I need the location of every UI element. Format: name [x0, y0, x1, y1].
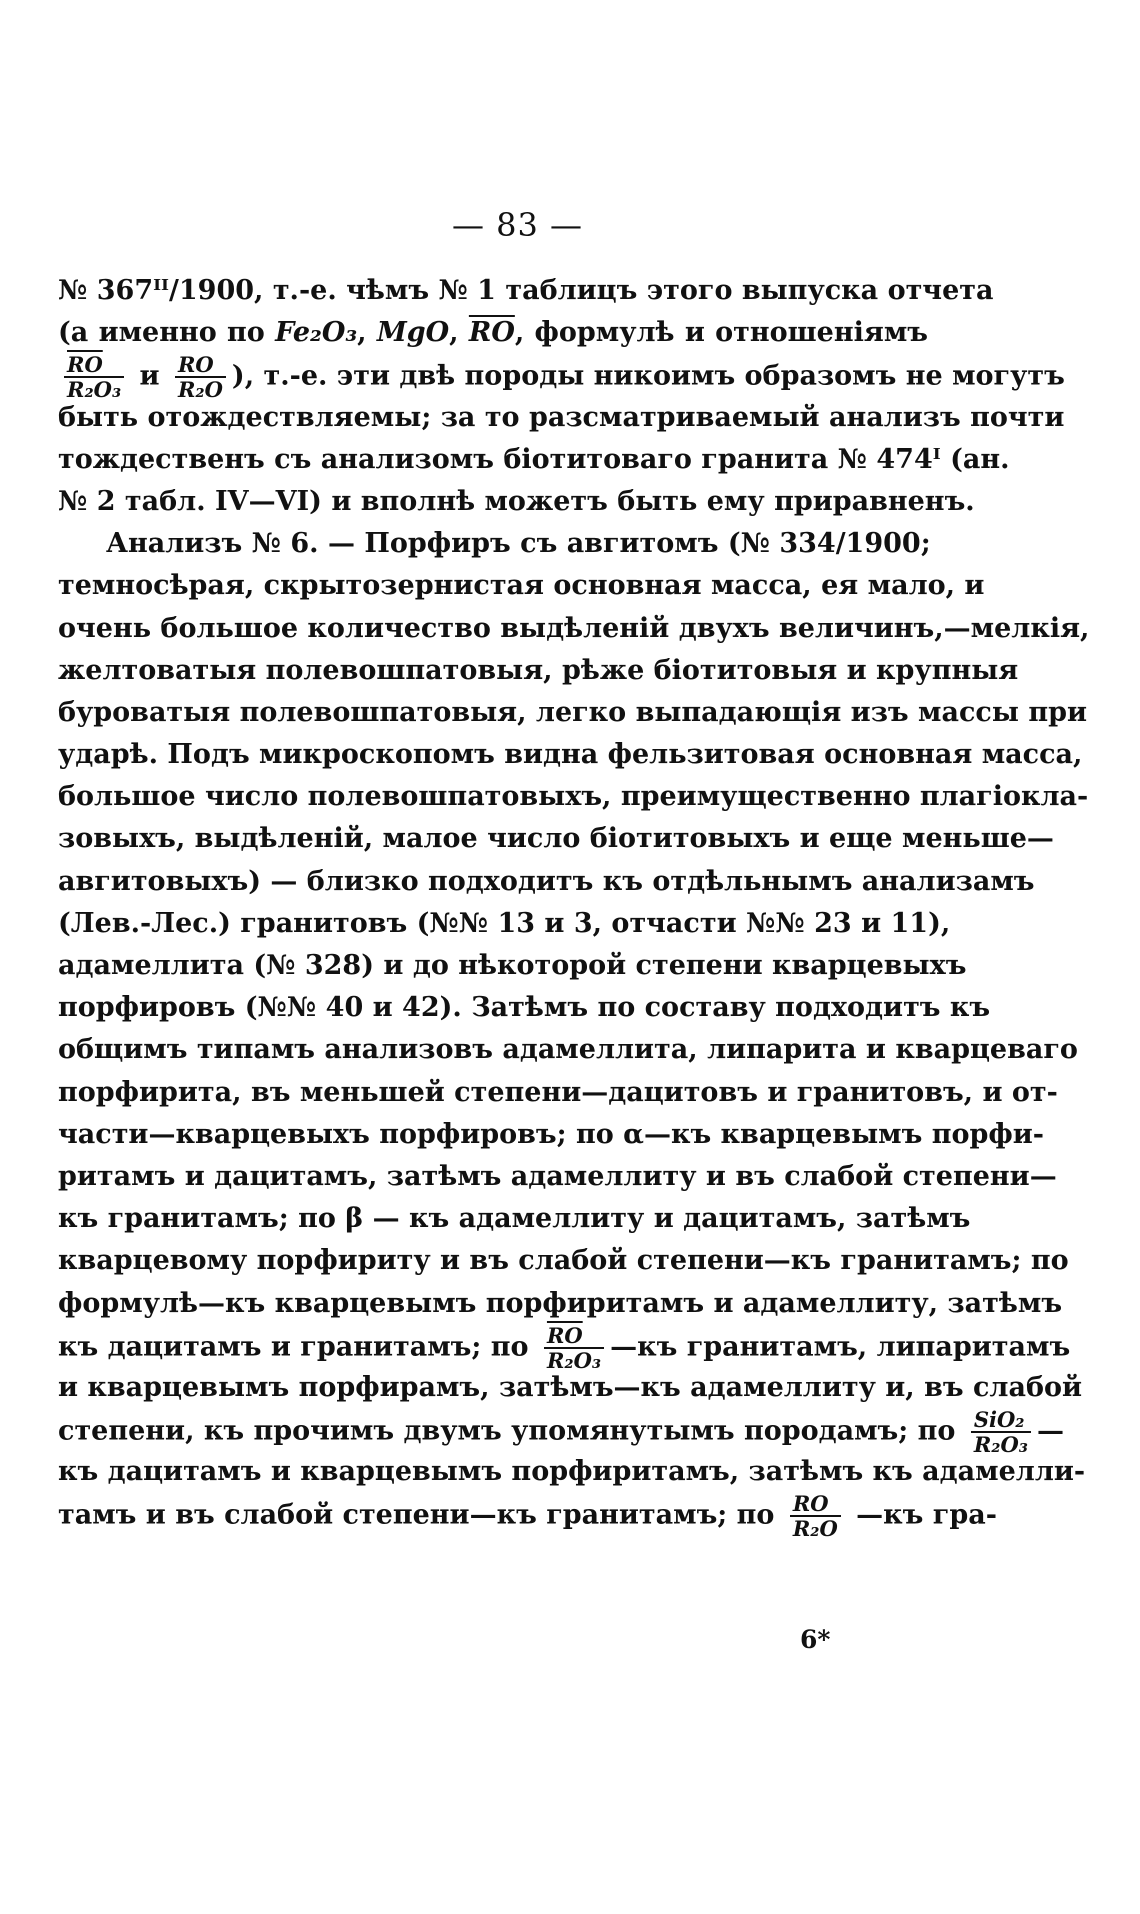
- formula-ro-overline: $\overline{RO}$: [468, 317, 515, 349]
- text-fragment: ,: [449, 317, 469, 349]
- text-line-fractions: [58, 352, 1065, 403]
- text-line: формулѣ—къ кварцевымъ порфиритамъ и адамеллиту, затѣмъ: [58, 1287, 1063, 1319]
- formula-fe2o3: Fe₂O₃: [275, 317, 358, 349]
- text-fragment: къ дацитамъ и гранитамъ; по: [58, 1331, 538, 1363]
- fraction-numerator: SiO₂: [971, 1409, 1031, 1433]
- text-line: кварцевому порфириту и въ слабой степени—къ гранитамъ; по: [58, 1245, 1069, 1277]
- fraction-denominator: R₂O₃: [973, 1432, 1028, 1458]
- text-fragment: тамъ и въ слабой степени—къ гранитамъ; по: [58, 1499, 784, 1531]
- text-line-fraction: [58, 1322, 1071, 1373]
- text-line: буроватыя полевошпатовыя, легко выпадающія изъ массы при: [58, 696, 1087, 728]
- text-line: части—кварцевыхъ порфировъ; по α—къ кварцевымъ порфи-: [58, 1118, 1044, 1150]
- formula-mgo: MgO: [376, 317, 450, 349]
- text-fragment: , формулѣ и отношеніямъ: [514, 317, 928, 349]
- fraction-numerator: RO: [175, 354, 226, 378]
- text-line: № 367ᴵᴵ/1900, т.-е. чѣмъ № 1 таблицъ этого выпуска отчета: [58, 275, 994, 306]
- fraction-sio2-r2o3: [971, 1407, 1031, 1458]
- text-line: и кварцевымъ порфирамъ, затѣмъ—къ адамеллиту и, въ слабой: [58, 1371, 1082, 1403]
- fraction-ro-r2o3: [64, 352, 124, 403]
- text-line: адамеллита (№ 328) и до нѣкоторой степени кварцевыхъ: [58, 950, 967, 981]
- text-line: тождественъ съ анализомъ біотитоваго гранита № 474ᴵ (ан.: [58, 443, 1010, 475]
- text-fragment: ), т.-е. эти двѣ породы никоимъ образомъ не могутъ: [231, 360, 1065, 392]
- paragraph-start-line: Анализъ № 6. — Порфиръ съ авгитомъ (№ 334/1900;: [106, 528, 931, 560]
- fraction-denominator: R₂O₃: [546, 1347, 602, 1373]
- text-line: быть отождествляемы; за то разсматриваемый анализъ почти: [58, 401, 1065, 433]
- fraction-denominator: R₂O₃: [67, 377, 122, 403]
- text-line: ритамъ и дацитамъ, затѣмъ адамеллиту и въ слабой степени—: [58, 1160, 1057, 1192]
- body-text: [58, 270, 1090, 1542]
- text-fragment: ,: [357, 317, 377, 349]
- page-number: — 83 —: [451, 206, 584, 244]
- text-fragment: —: [1036, 1415, 1064, 1447]
- text-line: къ дацитамъ и кварцевымъ порфиритамъ, затѣмъ къ адамелли-: [58, 1456, 1086, 1488]
- text-line: (Лев.-Лес.) гранитовъ (№№ 13 и 3, отчасти №№ 23 и 11),: [58, 907, 951, 939]
- signature-mark: 6*: [800, 1625, 831, 1654]
- text-fragment: (а именно по: [58, 317, 276, 349]
- text-line: очень большое количество выдѣленій двухъ величинъ,—мелкія,: [58, 612, 1090, 644]
- text-line-formulas: [58, 312, 928, 354]
- text-line: къ гранитамъ; по β — къ адамеллиту и дацитамъ, затѣмъ: [58, 1203, 971, 1235]
- fraction-numerator: RO: [790, 1493, 841, 1517]
- fraction-ro-r2o: [175, 352, 226, 403]
- fraction-denominator: R₂O: [177, 377, 223, 403]
- fraction-numerator: $\overline{RO}$: [544, 1325, 604, 1349]
- text-fragment: —къ гранитамъ, липаритамъ: [610, 1331, 1071, 1363]
- fraction-ro-r2o3: [544, 1322, 604, 1373]
- text-line-fraction: [58, 1407, 1064, 1458]
- text-line: ударѣ. Подъ микроскопомъ видна фельзитовая основная масса,: [58, 739, 1083, 771]
- text-line: общимъ типамъ анализовъ адамеллита, липарита и кварцеваго: [58, 1034, 1078, 1066]
- text-line: авгитовыхъ) — близко подходитъ къ отдѣльнымъ анализамъ: [58, 865, 1035, 897]
- fraction-numerator: $\overline{RO}$: [64, 354, 124, 378]
- fraction-ro-r2o: [790, 1491, 841, 1542]
- text-line: темносѣрая, скрытозернистая основная масса, ея мало, и: [58, 570, 985, 602]
- text-line: порфирита, въ меньшей степени—дацитовъ и гранитовъ, и от-: [58, 1076, 1058, 1108]
- fraction-denominator: R₂O: [792, 1516, 838, 1542]
- text-fragment: —къ гра-: [846, 1499, 997, 1531]
- text-line: зовыхъ, выдѣленій, малое число біотитовыхъ и еще меньше—: [58, 823, 1054, 855]
- text-line: большое число полевошпатовыхъ, преимущественно плагіокла-: [58, 781, 1089, 813]
- text-line: желтоватыя полевошпатовыя, рѣже біотитовыя и крупныя: [58, 654, 1019, 686]
- text-fragment: степени, къ прочимъ двумъ упомянутымъ породамъ; по: [58, 1415, 965, 1447]
- text-line: № 2 табл. IV—VI) и вполнѣ можетъ быть ему приравненъ.: [58, 485, 975, 517]
- text-fragment: и: [130, 360, 169, 392]
- text-line: порфировъ (№№ 40 и 42). Затѣмъ по составу подходитъ къ: [58, 992, 991, 1024]
- text-line-fraction: [58, 1491, 997, 1542]
